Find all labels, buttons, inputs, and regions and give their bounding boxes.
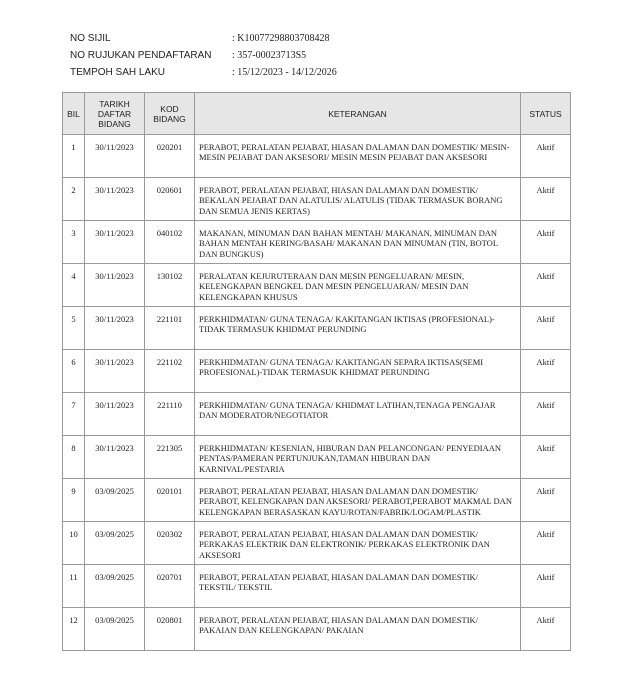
cell-status: Aktif	[521, 522, 571, 565]
cell-keterangan: PERKHIDMATAN/ GUNA TENAGA/ KAKITANGAN IKTISAS (PROFESIONAL)-TIDAK TERMASUK KHIDMAT PERUNDING	[195, 307, 521, 350]
col-header-kod: KOD BIDANG	[145, 93, 195, 135]
cell-keterangan: PERALATAN KEJURUTERAAN DAN MESIN PENGELUARAN/ MESIN, KELENGKAPAN BENGKEL DAN MESIN PENGELUARAN/ MESIN DAN KELENGKAPAN KHUSUS	[195, 264, 521, 307]
bidang-table	[62, 92, 571, 651]
cell-bil: 8	[63, 436, 85, 479]
cell-keterangan: PERABOT, PERALATAN PEJABAT, HIASAN DALAMAN DAN DOMESTIK/ TEKSTIL/ TEKSTIL	[195, 565, 521, 608]
cell-bil: 9	[63, 479, 85, 522]
cell-bil: 12	[63, 608, 85, 651]
header-value: : 15/12/2023 - 14/12/2026	[232, 67, 337, 78]
cell-tarikh: 30/11/2023	[85, 350, 145, 393]
cell-bil: 6	[63, 350, 85, 393]
cell-tarikh: 03/09/2025	[85, 565, 145, 608]
cell-bil: 11	[63, 565, 85, 608]
table-row	[63, 479, 571, 522]
cell-tarikh: 30/11/2023	[85, 436, 145, 479]
cell-kod: 040102	[145, 221, 195, 264]
cell-keterangan: PERABOT, PERALATAN PEJABAT, HIASAN DALAMAN DAN DOMESTIK/ MESIN-MESIN PEJABAT DAN AKSESORI/ MESIN MESIN PEJABAT DAN AKSESORI	[195, 135, 521, 178]
cell-keterangan: PERABOT, PERALATAN PEJABAT, HIASAN DALAMAN DAN DOMESTIK/ PAKAIAN DAN KELENGKAPAN/ PAKAIAN	[195, 608, 521, 651]
table-row	[63, 264, 571, 307]
cell-tarikh: 30/11/2023	[85, 393, 145, 436]
header-label: NO RUJUKAN PENDAFTARAN	[70, 50, 212, 61]
col-header-status: STATUS	[521, 93, 571, 135]
header-row-tempoh	[70, 64, 550, 81]
cell-status: Aktif	[521, 178, 571, 221]
header-row-no-sijil	[70, 30, 550, 47]
cell-tarikh: 30/11/2023	[85, 307, 145, 350]
table-row	[63, 522, 571, 565]
cell-bil: 5	[63, 307, 85, 350]
table-row	[63, 393, 571, 436]
cell-tarikh: 03/09/2025	[85, 479, 145, 522]
cell-tarikh: 03/09/2025	[85, 608, 145, 651]
cell-status: Aktif	[521, 264, 571, 307]
cell-bil: 2	[63, 178, 85, 221]
cell-kod: 020801	[145, 608, 195, 651]
cell-status: Aktif	[521, 350, 571, 393]
cell-keterangan: PERKHIDMATAN/ GUNA TENAGA/ KAKITANGAN SEPARA IKTISAS(SEMI PROFESIONAL)-TIDAK TERMASUK KHIDMAT PERUNDING	[195, 350, 521, 393]
cell-tarikh: 30/11/2023	[85, 264, 145, 307]
cell-keterangan: PERKHIDMATAN/ GUNA TENAGA/ KHIDMAT LATIHAN,TENAGA PENGAJAR DAN MODERATOR/NEGOTIATOR	[195, 393, 521, 436]
cell-status: Aktif	[521, 608, 571, 651]
table-row	[63, 565, 571, 608]
cell-keterangan: PERKHIDMATAN/ KESENIAN, HIBURAN DAN PELANCONGAN/ PENYEDIAAN PENTAS/PAMERAN PERTUNJUKAN,TAMAN HIBURAN DAN KARNIVAL/PESTARIA	[195, 436, 521, 479]
cell-bil: 10	[63, 522, 85, 565]
cell-status: Aktif	[521, 307, 571, 350]
col-header-tarikh: TARIKH DAFTAR BIDANG	[85, 93, 145, 135]
table-row	[63, 307, 571, 350]
cell-keterangan: PERABOT, PERALATAN PEJABAT, HIASAN DALAMAN DAN DOMESTIK/ PERKAKAS ELEKTRIK DAN ELEKTRONIK/ PERKAKAS ELEKTRONIK DAN AKSESORI	[195, 522, 521, 565]
table-row	[63, 436, 571, 479]
cell-tarikh: 30/11/2023	[85, 135, 145, 178]
cell-bil: 7	[63, 393, 85, 436]
cell-tarikh: 30/11/2023	[85, 178, 145, 221]
table-row	[63, 178, 571, 221]
col-header-bil: BIL	[63, 93, 85, 135]
cell-status: Aktif	[521, 436, 571, 479]
table-row	[63, 135, 571, 178]
col-header-keterangan: KETERANGAN	[195, 93, 521, 135]
header-value: : K10077298803708428	[232, 33, 330, 44]
cell-kod: 221110	[145, 393, 195, 436]
cell-kod: 221102	[145, 350, 195, 393]
cell-status: Aktif	[521, 479, 571, 522]
header-label: NO SIJIL	[70, 33, 111, 44]
certificate-header	[70, 30, 550, 81]
table-header-row	[63, 93, 571, 135]
cell-keterangan: PERABOT, PERALATAN PEJABAT, HIASAN DALAMAN DAN DOMESTIK/ BEKALAN PEJABAT DAN ALATULIS/ ALATULIS (TIDAK TERMASUK BORANG DAN SEMUA JENIS KERTAS)	[195, 178, 521, 221]
cell-keterangan: MAKANAN, MINUMAN DAN BAHAN MENTAH/ MAKANAN, MINUMAN DAN BAHAN MENTAH KERING/BASAH/ MAKANAN DAN MINUMAN (TIN, BOTOL DAN BUNGKUS)	[195, 221, 521, 264]
cell-status: Aktif	[521, 221, 571, 264]
cell-kod: 020601	[145, 178, 195, 221]
cell-kod: 020101	[145, 479, 195, 522]
cell-bil: 3	[63, 221, 85, 264]
cell-status: Aktif	[521, 135, 571, 178]
cell-keterangan: PERABOT, PERALATAN PEJABAT, HIASAN DALAMAN DAN DOMESTIK/ PERABOT, KELENGKAPAN DAN AKSESORI/ PERABOT,PERABOT MAKMAL DAN KELENGKAPAN BERASASKAN KAYU/ROTAN/FABRIK/LOGAM/PLASTIK	[195, 479, 521, 522]
cell-tarikh: 03/09/2025	[85, 522, 145, 565]
header-label: TEMPOH SAH LAKU	[70, 67, 166, 78]
cell-kod: 020302	[145, 522, 195, 565]
cell-status: Aktif	[521, 565, 571, 608]
cell-bil: 4	[63, 264, 85, 307]
cell-bil: 1	[63, 135, 85, 178]
cell-kod: 221101	[145, 307, 195, 350]
table-row	[63, 350, 571, 393]
header-row-no-rujukan	[70, 47, 550, 64]
table-row	[63, 221, 571, 264]
cell-kod: 020201	[145, 135, 195, 178]
cell-tarikh: 30/11/2023	[85, 221, 145, 264]
cell-kod: 221305	[145, 436, 195, 479]
cell-kod: 020701	[145, 565, 195, 608]
table-row	[63, 608, 571, 651]
cell-status: Aktif	[521, 393, 571, 436]
header-value: : 357-00023713S5	[232, 50, 307, 61]
cell-kod: 130102	[145, 264, 195, 307]
